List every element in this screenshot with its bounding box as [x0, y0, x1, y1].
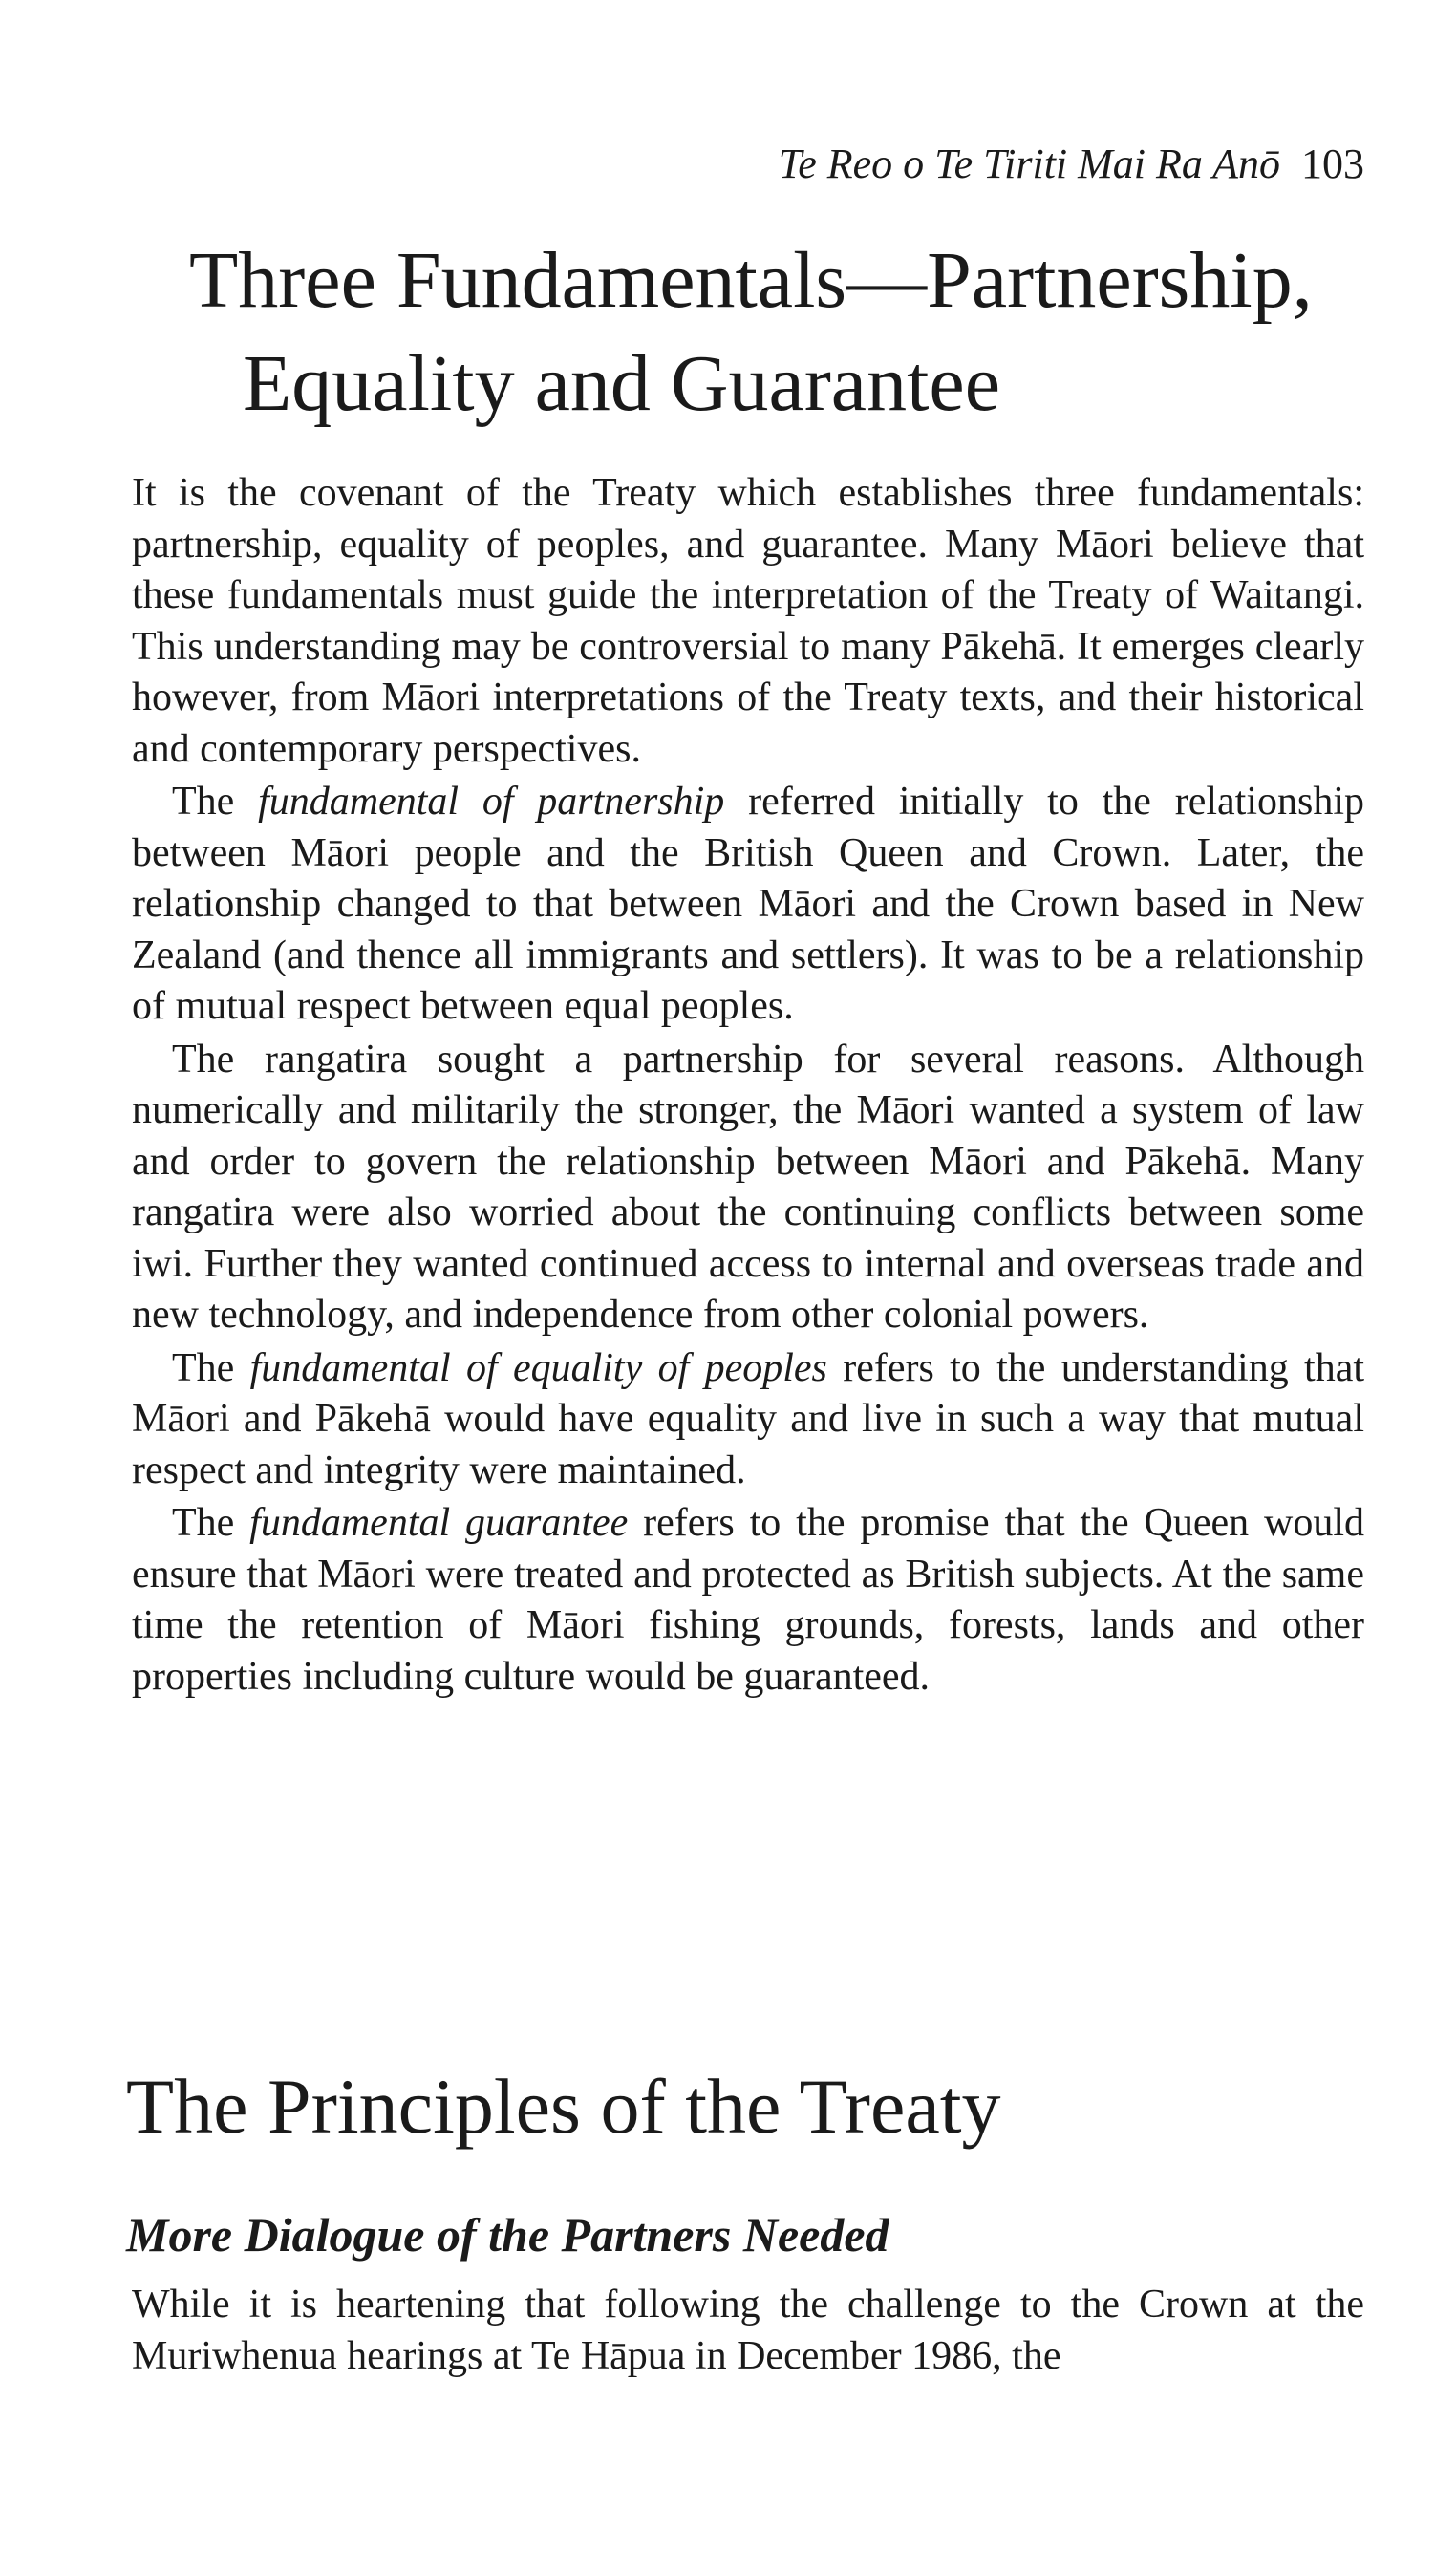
paragraph-guarantee: [132, 1498, 1364, 1703]
paragraph-rest: refers to the understanding that Māori and Pākehā would have equality and live in such a way that mutual respect and integrity were maintained.: [132, 1345, 1365, 1492]
section-body-three-fundamentals: [132, 468, 1364, 1705]
paragraph-muriwhenua: While it is heartening that following the challenge to the Crown at the Muriwhenua hearings at Te Hāpua in December 1986, the: [132, 2283, 1364, 2378]
term-fundamental-of-equality: fundamental of equality of peoples: [249, 1345, 827, 1390]
section-body-principles: [132, 2280, 1364, 2384]
paragraph-lead: The: [172, 1345, 250, 1390]
paragraph-covenant: It is the covenant of the Treaty which establishes three fundamentals: partnership, equality of peoples, and guarantee. Many Māori believe that these fundamentals must guide the interpretation of the Treaty of Waitangi. This understanding may be controversial to many Pākehā. It emerges clearly however, from Māori interpretations of the Treaty texts, and their historical and contemporary perspectives.: [132, 471, 1364, 771]
term-fundamental-of-partnership: fundamental of partnership: [258, 780, 725, 824]
page-number: 103: [1301, 140, 1364, 187]
section-heading-line-2: Equality and Guarantee: [243, 339, 1000, 428]
paragraph-rest: referred initially to the relationship between Māori people and the British Queen and Crown. Later, the relationship changed to that between Māori and the Crown based in New Zealand (and thence all immigrants and settlers). It was to be a relationship of mutual respect between equal peoples.: [132, 780, 1365, 1028]
paragraph-rangatira: The rangatira sought a partnership for several reasons. Although numerically and militarily the stronger, the Māori wanted a system of law and order to govern the relationship between Māori and Pākehā. Many rangatira were also worried about the continuing conflicts between some iwi. Further they wanted continued access to internal and overseas trade and new technology, and independence from other colonial powers.: [132, 1037, 1364, 1337]
paragraph-equality: [132, 1343, 1364, 1497]
running-head-title: Te Reo o Te Tiriti Mai Ra Anō: [778, 140, 1280, 187]
section-heading-line-1: Three Fundamentals—Partnership,: [189, 236, 1313, 325]
term-fundamental-guarantee: fundamental guarantee: [249, 1501, 629, 1545]
subheading-more-dialogue: More Dialogue of the Partners Needed: [126, 2208, 889, 2262]
paragraph-rest: refers to the promise that the Queen would ensure that Māori were treated and protected as British subjects. At the same time the retention of Māori fishing grounds, forests, lands and other properties including culture would be guaranteed.: [132, 1501, 1365, 1699]
running-head: [778, 140, 1364, 187]
section-heading-three-fundamentals: [189, 229, 1412, 436]
paragraph-lead: The: [172, 780, 259, 824]
paragraph-partnership: [132, 777, 1364, 1033]
section-heading-principles: The Principles of the Treaty: [126, 2063, 1001, 2150]
paragraph-lead: The: [172, 1501, 250, 1545]
